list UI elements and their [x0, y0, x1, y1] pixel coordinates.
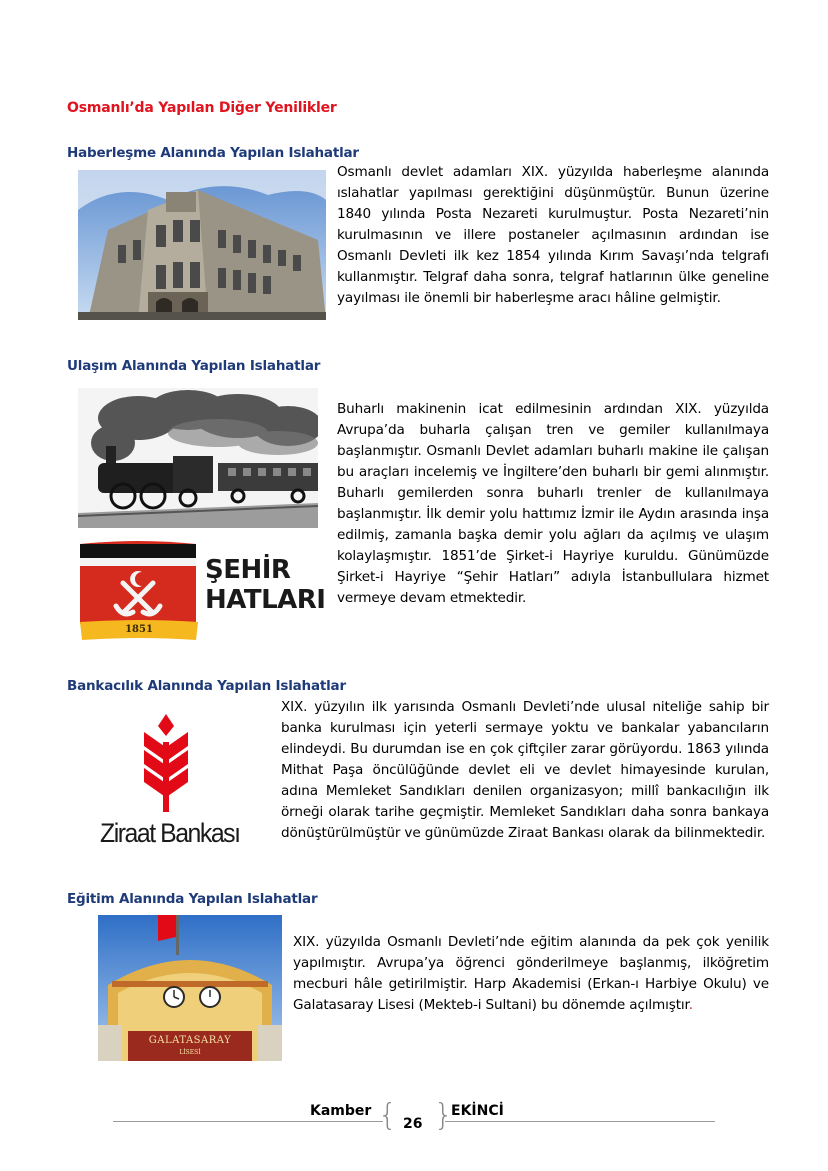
ziraat-bankasi-wordmark: Ziraat Bankası — [100, 818, 240, 848]
paragraph-education-text: XIX. yüzyılda Osmanlı Devleti’nde eğitim alanında da pek çok yenilik yapılmıştır. Avrupa’ya öğrenci gönderilmeye başlanmış, ilköğretim mecburi hâle getirilmiştir. Harp Akademisi (Erkan-ı Harbiye Okulu) ve Galatasaray Lisesi (Mekteb-i Sultani) bu dönemde açılmıştır — [293, 934, 769, 1013]
sehir-hatlari-wordmark — [205, 555, 325, 615]
footer-author-last: EKİNCİ — [451, 1103, 504, 1119]
paragraph-education-trailing: . — [688, 997, 693, 1013]
paragraph-banking: XIX. yüzyılın ilk yarısında Osmanlı Devleti’nde ulusal niteliğe sahip bir banka kurulması için yeterli sermaye yoktu ve bankalar yabancıların elindeydi. Bu durumdan ise en çok çiftçiler zarar görüyordu. 1863 yılında Mithat Paşa öncülüğünde devlet eli ve devlet himayesinde kurulan, adına Memleket Sandıkları denilen organizasyon; millî bankacılığın ilk örneği olarak tarihe geçmiştir. Memleket Sandıkları daha sonra bankaya dönüştürülmüştür ve günümüzde Ziraat Bankası olarak da bilinmektedir. — [281, 699, 769, 841]
galatasaray-school-image — [98, 915, 282, 1061]
ziraat-wheat-logo — [140, 712, 192, 812]
section-title-transportation: Ulaşım Alanında Yapılan Islahatlar — [67, 358, 321, 374]
page-title: Osmanlı’da Yapılan Diğer Yenilikler — [67, 100, 337, 116]
post-office-building-image — [78, 170, 326, 320]
steam-train-image — [78, 388, 318, 528]
sehir-hatlari-line2: HATLARI — [205, 585, 326, 615]
footer-author-first: Kamber — [310, 1103, 372, 1119]
section-title-banking: Bankacılık Alanında Yapılan Islahatlar — [67, 678, 346, 694]
footer-rule-left — [113, 1121, 383, 1122]
footer-brace-left: { — [378, 1098, 398, 1133]
galatasaray-sign: GALATASARAY — [148, 1035, 232, 1046]
section-title-communication: Haberleşme Alanında Yapılan Islahatlar — [67, 145, 359, 161]
footer-brace-right: } — [434, 1098, 454, 1133]
paragraph-communication: Osmanlı devlet adamları XIX. yüzyılda haberleşme alanında ıslahatlar yapılması gerektiğini düşünmüştür. Bunun üzerine 1840 yılında Posta Nezareti kurulmuştur. Posta Nezareti’nin kurulmasının ve illere postaneler açılmasının ardından ise Osmanlı Devleti ilk kez 1854 yılında Kırım Savaşı’nda telgrafı kullanmıştır. Telgraf daha sonra, telgraf hatlarının ülke geneline yayılması ile önemli bir haberleşme aracı hâline gelmiştir. — [337, 164, 769, 306]
sehir-hatlari-emblem — [78, 538, 200, 642]
galatasaray-sign-sub: LİSESİ — [179, 1049, 201, 1056]
page-number: 26 — [403, 1116, 423, 1132]
sehir-hatlari-line1: ŞEHİR — [205, 555, 291, 585]
section-title-education: Eğitim Alanında Yapılan Islahatlar — [67, 891, 318, 907]
sehir-hatlari-year: 1851 — [125, 624, 153, 635]
paragraph-education — [293, 932, 769, 1016]
paragraph-transportation: Buharlı makinenin icat edilmesinin ardından XIX. yüzyılda Avrupa’da buharla çalışan tren ve gemiler kullanılmaya başlanmıştır. Osmanlı Devlet adamları buharlı makine ile çalışan bu araçları incelemiş ve İngiltere’den buharlı bir gemi alınmıştır. Buharlı gemilerden sonra buharlı trenler de kullanılmaya başlanmıştır. İlk demir yolu hattımız İzmir ile Aydın arasında inşa edilmiş, zamanla başka demir yolu ağları da açılmış ve ulaşım kolaylaşmıştır. 1851’de Şirket-i Hayriye kuruldu. Günümüzde Şirket-i Hayriye “Şehir Hatları” adıyla İstanbullulara hizmet vermeye devam etmektedir. — [337, 401, 769, 606]
footer-rule-right — [445, 1121, 715, 1122]
